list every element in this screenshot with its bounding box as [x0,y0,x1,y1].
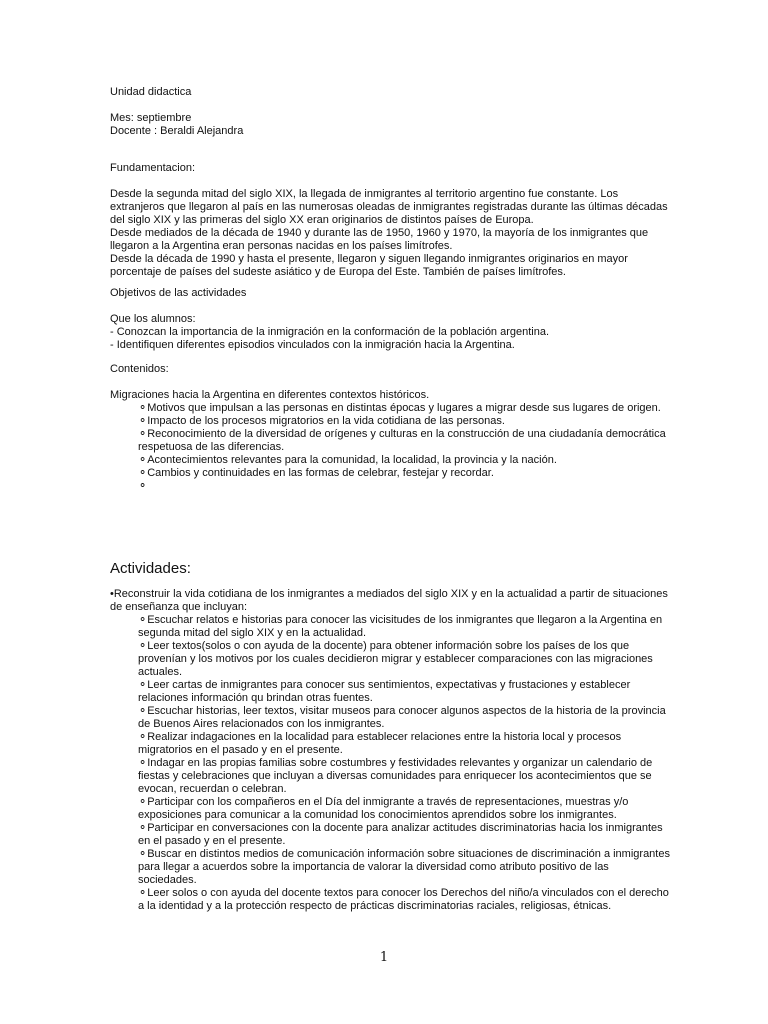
list-item: ⚬Leer solos o con ayuda del docente textos para conocer los Derechos del niño/a vinculados con el derecho a la identidad y a la protección respecto de prácticas discriminatorias raciales, religiosas, étnicas. [138,887,669,912]
list-item: ⚬ [138,480,148,492]
objetivos-intro: Que los alumnos: [110,313,196,325]
actividades-list [110,614,670,913]
list-item: ⚬Realizar indagaciones en la localidad para establecer relaciones entre la historia local y procesos migratorios en el pasado y en el presente. [138,731,622,756]
contenidos-section [110,363,670,493]
actividades-section [110,560,670,913]
contenidos-intro: Migraciones hacia la Argentina en diferentes contextos históricos. [110,389,430,401]
list-item: ⚬Leer textos(solos o con ayuda de la docente) para obtener información sobre los países de los que provenían y los motivos por los cuales decidieron migrar y establecer comparaciones con las migraciones actuales. [138,640,653,678]
list-item: ⚬Motivos que impulsan a las personas en distintas épocas y lugares a migrar desde sus lugares de origen. [138,402,661,414]
fundamentacion-section [110,162,670,279]
list-item: ⚬Participar con los compañeros en el Día del inmigrante a través de representaciones, muestras y/o exposiciones para comunicar a la comunidad los conocimientos aprendidos sobre los inmigrantes. [138,796,629,821]
list-item: ⚬Escuchar relatos e historias para conocer las vicisitudes de los inmigrantes que llegaron a la Argentina en segunda mitad del siglo XIX y en la actualidad. [138,614,663,639]
list-item: ⚬Buscar en distintos medios de comunicación información sobre situaciones de discriminación a inmigrantes para llegar a acuerdos sobre la importancia de valorar la diversidad como atributo positivo de las sociedades. [138,848,670,886]
page-number: 1 [379,950,389,965]
contenidos-heading: Contenidos: [110,363,169,375]
month-line: Mes: septiembre [110,112,192,124]
list-item: ⚬Impacto de los procesos migratorios en la vida cotidiana de las personas. [138,415,505,427]
fundamentacion-paragraph: Desde la segunda mitad del siglo XIX, la llegada de inmigrantes al territorio argentino fue constante. Los extranjeros que llegaron al país en las numerosas oleadas de inmigrantes registradas durante las últimas décadas del siglo XIX y las primeras del siglo XX eran originarios de distintos países de Europa. [110,188,668,226]
fundamentacion-heading: Fundamentacion: [110,162,195,174]
objetivo-item: - Identifiquen diferentes episodios vinculados con la inmigración hacia la Argentina. [110,339,515,351]
teacher-line: Docente : Beraldi Alejandra [110,125,244,137]
header-block [110,86,670,138]
actividades-intro: •Reconstruir la vida cotidiana de los inmigrantes a mediados del siglo XIX y en la actualidad a partir de situaciones de enseñanza que incluyan: [110,588,668,613]
objetivo-item: - Conozcan la importancia de la inmigración en la conformación de la población argentina. [110,326,550,338]
list-item: ⚬Acontecimientos relevantes para la comunidad, la localidad, la provincia y la nación. [138,454,557,466]
objetivos-heading: Objetivos de las actividades [110,287,247,299]
document-title: Unidad didactica [110,86,192,98]
list-item: ⚬Cambios y continuidades en las formas de celebrar, festejar y recordar. [138,467,494,479]
list-item: ⚬Participar en conversaciones con la docente para analizar actitudes discriminatorias hacia los inmigrantes en el pasado y en el presente. [138,822,663,847]
list-item: ⚬Escuchar historias, leer textos, visitar museos para conocer algunos aspectos de la historia de la provincia de Buenos Aires relacionados con los inmigrantes. [138,705,666,730]
list-item: ⚬Leer cartas de inmigrantes para conocer sus sentimientos, expectativas y frustaciones y establecer relaciones información qu brindan otras fuentes. [138,679,631,704]
objetivos-section [110,287,670,352]
list-item: ⚬Reconocimiento de la diversidad de orígenes y culturas en la construcción de una ciudadanía democrática respetuosa de las diferencias. [138,428,666,453]
actividades-heading: Actividades: [110,560,191,577]
contenidos-list [110,402,670,493]
list-item: ⚬Indagar en las propias familias sobre costumbres y festividades relevantes y organizar un calendario de fiestas y celebraciones que incluyan a diversas comunidades para enriquecer los acontecimientos que se evocan, recuerdan o celebran. [138,757,653,795]
fundamentacion-paragraph: Desde mediados de la década de 1940 y durante las de 1950, 1960 y 1970, la mayoría de los inmigrantes que llegaron a la Argentina eran personas nacidas en los países limítrofes. [110,227,649,252]
fundamentacion-paragraph: Desde la década de 1990 y hasta el presente, llegaron y siguen llegando inmigrantes originarios en mayor porcentaje de países del sudeste asiático y de Europa del Este. También de países limítrofes. [110,253,628,278]
